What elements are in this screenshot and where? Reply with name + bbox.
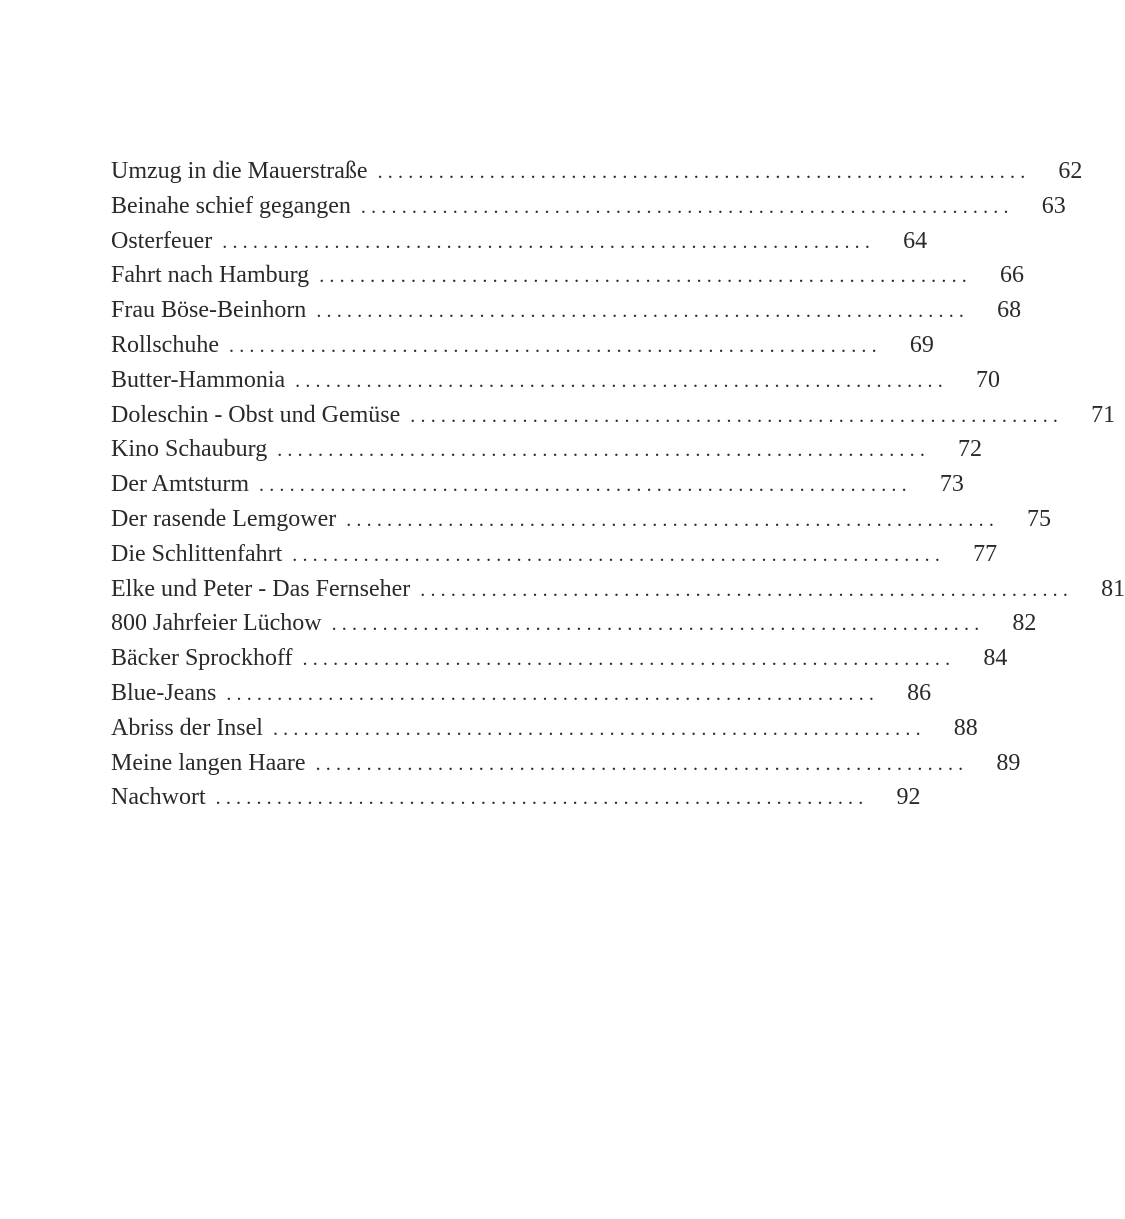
toc-entry-page: 69 (909, 331, 934, 358)
toc-entry (111, 641, 1008, 676)
toc-entry-page: 77 (973, 540, 998, 567)
toc-entry-page: 88 (953, 714, 978, 741)
toc-entry-title: Nachwort (111, 784, 206, 811)
toc-entry-title: Rollschuhe (111, 331, 219, 358)
toc-entry-title: Der Amtsturm (111, 471, 249, 498)
toc-entry-title: Bäcker Sprockhoff (111, 645, 293, 672)
dot-leader: ................................................................ (277, 439, 931, 462)
toc-entry-title: Osterfeuer (111, 227, 213, 254)
toc-entry (111, 606, 1037, 641)
dot-leader: ................................................................ (226, 682, 880, 705)
toc-entry (111, 363, 1000, 398)
toc-entry-page: 81 (1101, 575, 1125, 602)
toc-entry-title: Die Schlittenfahrt (111, 540, 283, 567)
dot-leader: ................................................................ (316, 300, 970, 323)
toc-entry (111, 780, 921, 815)
toc-entry-title: Kino Schauburg (111, 436, 268, 463)
toc-entry (111, 572, 1125, 607)
dot-leader: ................................................................ (420, 578, 1074, 601)
toc-entry-page: 71 (1091, 401, 1116, 428)
toc-entry-title: Butter-Hammonia (111, 366, 286, 393)
toc-entry (111, 154, 1083, 189)
dot-leader: ................................................................ (315, 752, 969, 775)
toc-entry-title: Frau Böse-Beinhorn (111, 297, 307, 324)
toc-entry-title: Umzug in die Mauerstraße (111, 158, 368, 184)
toc-entry-page: 84 (983, 645, 1008, 672)
toc-entry (111, 711, 978, 746)
toc-entry-title: Meine langen Haare (111, 749, 306, 776)
toc-entry-page: 86 (907, 679, 932, 706)
toc-entry-title: Blue-Jeans (111, 679, 217, 706)
toc-entry-page: 72 (958, 436, 983, 463)
dot-leader: ................................................................ (331, 613, 985, 636)
toc-entry (111, 537, 998, 572)
toc-entry (111, 432, 983, 467)
dot-leader: ................................................................ (229, 334, 882, 357)
toc-entry (111, 502, 1052, 537)
toc-entry (111, 224, 928, 259)
toc-entry (111, 189, 1066, 224)
toc-entry-page: 66 (1000, 262, 1024, 289)
toc-entry (111, 293, 1022, 328)
dot-leader: ................................................................ (360, 195, 1014, 218)
toc-entry (111, 746, 1021, 781)
dot-leader: ................................................................ (222, 230, 876, 253)
toc-entry-page: 63 (1041, 192, 1066, 219)
dot-leader: ................................................................ (319, 265, 972, 288)
toc-entry (111, 328, 934, 363)
toc-entry-page: 82 (1012, 610, 1037, 637)
table-of-contents (111, 154, 1125, 815)
dot-leader: ................................................................ (302, 648, 956, 671)
toc-entry-title: Abriss der Insel (111, 714, 263, 741)
toc-entry-page: 75 (1027, 505, 1052, 532)
toc-entry-page: 70 (975, 366, 1000, 393)
toc-entry-page: 68 (997, 297, 1022, 324)
toc-entry-title: Elke und Peter - Das Fernseher (111, 575, 411, 602)
toc-entry (111, 676, 932, 711)
toc-entry-page: 64 (903, 227, 928, 254)
dot-leader: ................................................................ (272, 717, 926, 740)
dot-leader: ................................................................ (410, 404, 1064, 427)
dot-leader: ................................................................ (259, 474, 912, 497)
toc-entry-title: Fahrt nach Hamburg (111, 262, 310, 289)
toc-entry (111, 467, 964, 502)
toc-entry-page: 89 (996, 749, 1021, 776)
toc-entry-page: 73 (939, 471, 964, 498)
toc-entry-page: 62 (1058, 158, 1083, 184)
dot-leader: ................................................................ (215, 787, 869, 810)
toc-entry-page: 92 (896, 784, 921, 811)
dot-leader: ................................................................ (377, 161, 1031, 183)
dot-leader: ................................................................ (346, 508, 1000, 531)
toc-entry-title: Beinahe schief gegangen (111, 192, 351, 219)
dot-leader: ................................................................ (295, 369, 948, 392)
toc-entry (111, 398, 1116, 433)
toc-entry-title: 800 Jahrfeier Lüchow (111, 610, 322, 637)
toc-entry-title: Der rasende Lemgower (111, 505, 337, 532)
dot-leader: ................................................................ (292, 543, 946, 566)
toc-entry-title: Doleschin - Obst und Gemüse (111, 401, 401, 428)
toc-entry (111, 258, 1024, 293)
